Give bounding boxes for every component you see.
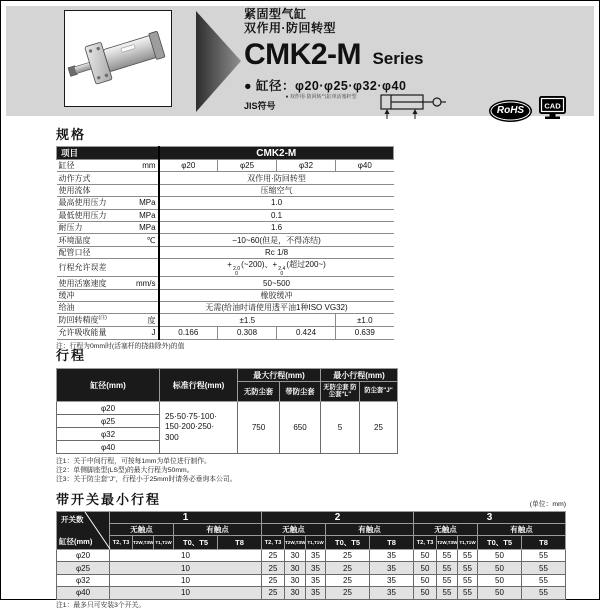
stroke-note-1: 注1：关于中间行程，可按每1mm为单位进行制作。: [56, 457, 211, 465]
switch-type-t8-3: T8: [522, 536, 566, 550]
switch-section-title: 带开关最小行程: [56, 492, 162, 507]
spec-col-item: 项目: [57, 147, 159, 160]
max-stroke-no-cover: 750: [238, 402, 280, 454]
max-stroke-with-cover: 650: [280, 402, 321, 454]
switch-type-t2t3-2: T2, T3: [262, 536, 285, 550]
contactless-header-1: 无触点: [110, 524, 174, 536]
switch-type-t8-2: T8: [370, 536, 414, 550]
cylinder-illustration: [65, 11, 169, 104]
header-arrow-icon: [196, 11, 242, 117]
switch-row-20: φ20 10 25 30 35 25 35 50 55 55 50 55: [57, 550, 566, 562]
switch-type-t2wt3w-2: T2W,T3W: [285, 536, 306, 550]
spec-row-min-pressure: 最低使用压力 MPa 0.1: [57, 209, 394, 221]
product-photo: [64, 10, 172, 107]
jis-pneumatic-symbol-icon: [365, 91, 451, 126]
spec-table: [56, 146, 394, 340]
switch-corner-cell: 开关数 缸径(mm): [57, 512, 110, 550]
switch-type-t2wt3w-1: T2W,T3W: [133, 536, 154, 550]
stroke-col-no-cover: 无防尘套: [238, 382, 280, 402]
spec-row-port-size: 配管口径 Rc 1/8: [57, 246, 394, 258]
product-type-line2: 双作用·防回转型: [244, 20, 336, 35]
switch-count-2: 2: [262, 512, 414, 524]
switch-count-3: 3: [414, 512, 566, 524]
spec-row-bore: 缸径 mm φ20 φ25 φ32 φ40: [57, 160, 394, 172]
spec-section-title: 规格: [56, 127, 87, 142]
stroke-table: [56, 368, 398, 454]
stroke-col-min: 最小行程(mm): [321, 369, 398, 382]
header-band: [6, 6, 594, 116]
spec-row-max-pressure: 最高使用压力 MPa 1.0: [57, 197, 394, 209]
switch-type-t0t5-2: T0、T5: [326, 536, 370, 550]
stroke-bore-25: φ25: [57, 415, 160, 428]
unit-note: (单位：mm): [529, 501, 566, 508]
spec-row-cushion: 缓冲 橡胶缓冲: [57, 289, 394, 301]
product-type-line1: 紧固型气缸: [244, 7, 307, 21]
stroke-col-standard: 标准行程(mm): [160, 369, 238, 402]
spec-row-proof-pressure: 耐压力 MPa 1.6: [57, 221, 394, 233]
stroke-col-max: 最大行程(mm): [238, 369, 321, 382]
switch-type-t2t3-3: T2, T3: [414, 536, 437, 550]
switch-type-t1t1w-3: T1,T1W: [458, 536, 478, 550]
stroke-bore-20: φ20: [57, 402, 160, 415]
contactless-header-2: 无触点: [262, 524, 326, 536]
cad-badge-text: CAD: [544, 101, 561, 111]
switch-row-25: φ25 10 25 30 35 25 35 50 55 55 50 55: [57, 562, 566, 574]
switch-note: 注1：最多只可安装3个开关。: [56, 602, 146, 610]
contact-header-3: 有触点: [478, 524, 566, 536]
stroke-col-bore: 缸径(mm): [57, 369, 160, 402]
stroke-note-2: 注2：单侧脚座型(LS型)的最大行程为50mm。: [56, 466, 194, 474]
stroke-note-3: 注3：关于防尘套"J"，行程小于25mm时请务必垂询本公司。: [56, 475, 237, 483]
switch-row-40: φ40 10 25 30 35 25 35 50 55 55 50 55: [57, 587, 566, 599]
stroke-col-min-l: 无防尘套 防尘套"L": [321, 382, 360, 402]
cad-badge: [539, 96, 566, 125]
contactless-header-3: 无触点: [414, 524, 478, 536]
spec-note: 注：行程为0mm时(活塞杆的挠曲除外)的值: [56, 343, 185, 351]
series-label: Series: [372, 49, 424, 68]
min-stroke-j: 25: [360, 402, 398, 454]
switch-type-t0t5-1: T0、T5: [174, 536, 218, 550]
switch-type-t8-1: T8: [218, 536, 262, 550]
spec-row-piston-speed: 使用活塞速度 mm/s 50~500: [57, 277, 394, 289]
jis-symbol-note: ● 双作用·防回转气缸单活塞杆型: [285, 94, 357, 100]
rohs-badge: RoHS: [489, 100, 532, 122]
spec-row-stroke-tolerance: 行程允许误差 + 2.0 0 (~200)、+ 2.4 0 (超过200~): [57, 259, 394, 277]
switch-type-t2wt3w-3: T2W,T3W: [437, 536, 458, 550]
spec-row-lubrication: 给油 无需(给油时请使用透平油1种ISO VG32): [57, 302, 394, 314]
spec-row-action: 动作方式 双作用·防回转型: [57, 172, 394, 184]
standard-stroke-values: 25·50·75·100· 150·200·250· 300: [160, 402, 238, 454]
stroke-col-with-cover: 带防尘套: [280, 382, 321, 402]
switch-type-t1t1w-2: T1,T1W: [306, 536, 326, 550]
spec-col-model: CMK2-M: [159, 147, 394, 160]
model-name: CMK2-M: [244, 38, 361, 71]
stroke-bore-32: φ32: [57, 428, 160, 441]
switch-type-t1t1w-1: T1,T1W: [154, 536, 174, 550]
jis-symbol-label: JIS符号: [244, 101, 276, 111]
switch-type-t2t3-1: T2, T3: [110, 536, 133, 550]
stroke-section-title: 行程: [56, 348, 87, 363]
stroke-bore-40: φ40: [57, 441, 160, 454]
switch-min-stroke-table: [56, 511, 566, 600]
switch-row-32: φ32 10 25 30 35 25 35 50 55 55 50 55: [57, 574, 566, 586]
spec-row-fluid: 使用流体 压缩空气: [57, 184, 394, 196]
spec-row-ambient-temp: 环境温度 ℃ −10~60(但是，不得冻结): [57, 234, 394, 246]
switch-count-1: 1: [110, 512, 262, 524]
contact-header-2: 有触点: [326, 524, 414, 536]
switch-type-t0t5-3: T0、T5: [478, 536, 522, 550]
stroke-col-min-j: 防尘套"J": [360, 382, 398, 402]
contact-header-1: 有触点: [174, 524, 262, 536]
bore-sizes-line: ● 缸径：φ20·φ25·φ32·φ40: [244, 79, 407, 93]
spec-row-absorbed-energy: 允许吸收能量 J 0.166 0.308 0.424 0.639: [57, 327, 394, 339]
min-stroke-l: 5: [321, 402, 360, 454]
spec-row-non-rotating-accuracy: 防回转精度$^{(注)}$ 度 ±1.5 ±1.0: [57, 314, 394, 327]
